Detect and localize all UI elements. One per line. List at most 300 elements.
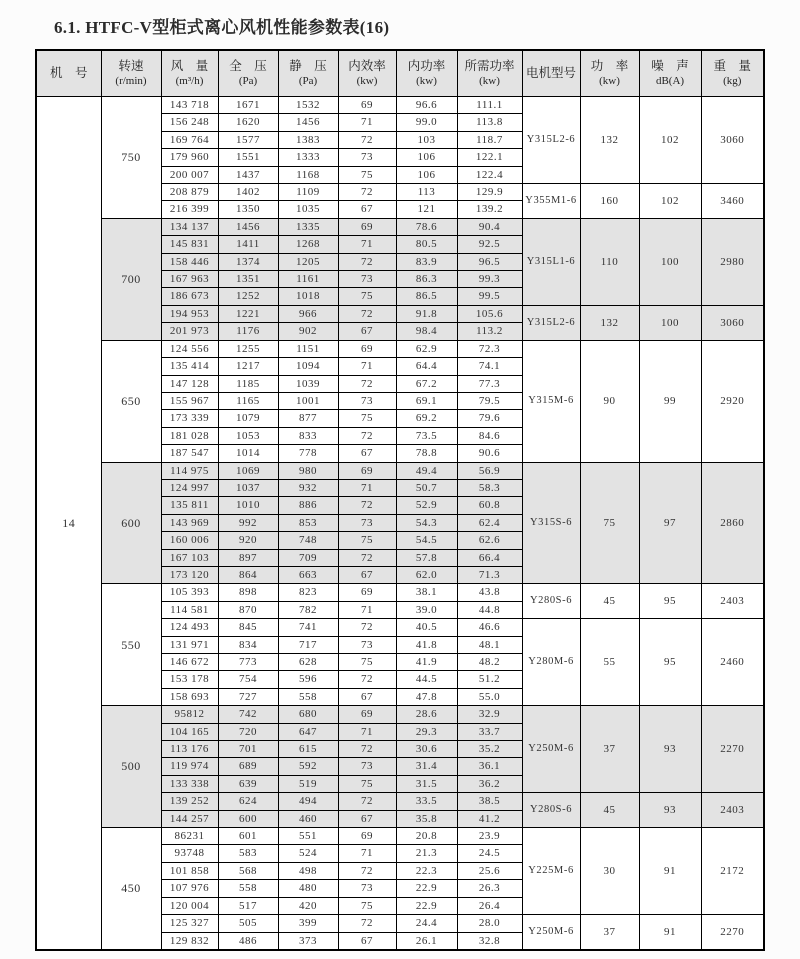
airflow-cell: 139 252 [161,793,218,810]
internal_power-cell: 86.5 [396,288,457,305]
column-header-unit: (Pa) [298,75,318,87]
internal_power-cell: 64.4 [396,358,457,375]
required_power-cell: 113.8 [457,114,522,131]
total_pressure-cell: 1374 [218,253,278,270]
total_pressure-cell: 1010 [218,497,278,514]
internal_efficiency-cell: 71 [338,236,396,253]
airflow-cell: 167 103 [161,549,218,566]
motor-model-cell: Y280S-6 [522,793,580,828]
internal_power-cell: 73.5 [396,427,457,444]
motor-power-cell: 110 [580,218,639,305]
speed-cell-700: 700 [101,218,161,340]
airflow-cell: 114 975 [161,462,218,479]
internal_efficiency-cell: 72 [338,131,396,148]
table-row [36,97,764,114]
motor-noise-cell: 91 [639,915,701,950]
airflow-cell: 201 973 [161,323,218,340]
required_power-cell: 105.6 [457,305,522,322]
internal_efficiency-cell: 72 [338,253,396,270]
required_power-cell: 62.4 [457,514,522,531]
airflow-cell: 153 178 [161,671,218,688]
speed-cell-650: 650 [101,340,161,462]
table-row [36,218,764,235]
column-header-11 [701,50,764,97]
column-header-4 [278,50,338,97]
internal_efficiency-cell: 69 [338,340,396,357]
static_pressure-cell: 748 [278,532,338,549]
motor-power-cell: 55 [580,619,639,706]
required_power-cell: 122.1 [457,149,522,166]
airflow-cell: 169 764 [161,131,218,148]
total_pressure-cell: 1252 [218,288,278,305]
motor-model-cell: Y315L2-6 [522,305,580,340]
static_pressure-cell: 1268 [278,236,338,253]
motor-power-cell: 30 [580,828,639,915]
internal_power-cell: 24.4 [396,915,457,932]
static_pressure-cell: 1333 [278,149,338,166]
internal_efficiency-cell: 71 [338,479,396,496]
internal_power-cell: 33.5 [396,793,457,810]
column-header-unit: (r/min) [115,75,147,87]
total_pressure-cell: 845 [218,619,278,636]
motor-weight-cell: 2403 [701,584,764,619]
static_pressure-cell: 1205 [278,253,338,270]
total_pressure-cell: 1079 [218,410,278,427]
internal_power-cell: 62.0 [396,566,457,583]
total_pressure-cell: 505 [218,915,278,932]
internal_efficiency-cell: 73 [338,392,396,409]
motor-noise-cell: 91 [639,828,701,915]
motor-noise-cell: 95 [639,619,701,706]
airflow-cell: 129 832 [161,932,218,950]
required_power-cell: 139.2 [457,201,522,218]
total_pressure-cell: 689 [218,758,278,775]
total_pressure-cell: 517 [218,897,278,914]
internal_power-cell: 22.9 [396,880,457,897]
static_pressure-cell: 741 [278,619,338,636]
motor-power-cell: 45 [580,584,639,619]
total_pressure-cell: 1185 [218,375,278,392]
motor-model-cell: Y315L1-6 [522,218,580,305]
internal_efficiency-cell: 73 [338,514,396,531]
table-header [36,50,764,97]
internal_power-cell: 78.8 [396,445,457,462]
static_pressure-cell: 498 [278,862,338,879]
internal_efficiency-cell: 71 [338,114,396,131]
airflow-cell: 124 493 [161,619,218,636]
static_pressure-cell: 1039 [278,375,338,392]
static_pressure-cell: 592 [278,758,338,775]
motor-noise-cell: 93 [639,793,701,828]
airflow-cell: 200 007 [161,166,218,183]
column-header-8 [522,50,580,97]
internal_power-cell: 38.1 [396,584,457,601]
required_power-cell: 44.8 [457,601,522,618]
total_pressure-cell: 1221 [218,305,278,322]
required_power-cell: 36.1 [457,758,522,775]
required_power-cell: 118.7 [457,131,522,148]
internal_power-cell: 35.8 [396,810,457,827]
total_pressure-cell: 1551 [218,149,278,166]
column-header-label: 内功率 [407,59,446,73]
required_power-cell: 90.4 [457,218,522,235]
column-header-10 [639,50,701,97]
static_pressure-cell: 902 [278,323,338,340]
required_power-cell: 48.1 [457,636,522,653]
total_pressure-cell: 1402 [218,184,278,201]
page-title: 6.1. HTFC-V型柜式离心风机性能参数表(16) [54,18,390,37]
required_power-cell: 25.6 [457,862,522,879]
static_pressure-cell: 1094 [278,358,338,375]
internal_power-cell: 47.8 [396,688,457,705]
required_power-cell: 72.3 [457,340,522,357]
internal_power-cell: 96.6 [396,97,457,114]
internal_power-cell: 22.3 [396,862,457,879]
motor-model-cell: Y280M-6 [522,619,580,706]
required_power-cell: 41.2 [457,810,522,827]
column-header-7 [457,50,522,97]
required_power-cell: 71.3 [457,566,522,583]
motor-weight-cell: 2920 [701,340,764,462]
airflow-cell: 107 976 [161,880,218,897]
column-header-9 [580,50,639,97]
internal_efficiency-cell: 69 [338,97,396,114]
internal_power-cell: 21.3 [396,845,457,862]
motor-weight-cell: 2460 [701,619,764,706]
required_power-cell: 33.7 [457,723,522,740]
internal_efficiency-cell: 71 [338,601,396,618]
required_power-cell: 92.5 [457,236,522,253]
airflow-cell: 125 327 [161,915,218,932]
airflow-cell: 120 004 [161,897,218,914]
internal_efficiency-cell: 72 [338,427,396,444]
column-header-unit: (kw) [356,75,378,87]
internal_efficiency-cell: 67 [338,445,396,462]
column-header-0 [36,50,101,97]
internal_efficiency-cell: 67 [338,810,396,827]
speed-cell-450: 450 [101,828,161,950]
total_pressure-cell: 1456 [218,218,278,235]
required_power-cell: 79.5 [457,392,522,409]
internal_power-cell: 31.5 [396,775,457,792]
airflow-cell: 173 339 [161,410,218,427]
total_pressure-cell: 1053 [218,427,278,444]
total_pressure-cell: 898 [218,584,278,601]
required_power-cell: 122.4 [457,166,522,183]
column-header-unit: dB(A) [655,75,685,87]
total_pressure-cell: 486 [218,932,278,950]
static_pressure-cell: 877 [278,410,338,427]
fan-performance-table [35,49,765,951]
internal_efficiency-cell: 72 [338,671,396,688]
airflow-cell: 135 414 [161,358,218,375]
required_power-cell: 32.9 [457,706,522,723]
internal_efficiency-cell: 72 [338,549,396,566]
airflow-cell: 135 811 [161,497,218,514]
airflow-cell: 167 963 [161,271,218,288]
static_pressure-cell: 1151 [278,340,338,357]
column-header-2 [161,50,218,97]
static_pressure-cell: 647 [278,723,338,740]
internal_efficiency-cell: 72 [338,305,396,322]
internal_efficiency-cell: 72 [338,375,396,392]
total_pressure-cell: 1014 [218,445,278,462]
internal_efficiency-cell: 75 [338,897,396,914]
internal_power-cell: 83.9 [396,253,457,270]
static_pressure-cell: 1456 [278,114,338,131]
column-header-label: 静 压 [289,59,327,73]
airflow-cell: 208 879 [161,184,218,201]
motor-power-cell: 37 [580,915,639,950]
internal_efficiency-cell: 69 [338,584,396,601]
total_pressure-cell: 583 [218,845,278,862]
static_pressure-cell: 1383 [278,131,338,148]
airflow-cell: 158 446 [161,253,218,270]
motor-noise-cell: 95 [639,584,701,619]
total_pressure-cell: 1255 [218,340,278,357]
total_pressure-cell: 558 [218,880,278,897]
total_pressure-cell: 701 [218,741,278,758]
internal_power-cell: 80.5 [396,236,457,253]
static_pressure-cell: 966 [278,305,338,322]
internal_power-cell: 52.9 [396,497,457,514]
internal_power-cell: 20.8 [396,828,457,845]
internal_power-cell: 54.3 [396,514,457,531]
static_pressure-cell: 833 [278,427,338,444]
internal_power-cell: 69.1 [396,392,457,409]
static_pressure-cell: 460 [278,810,338,827]
total_pressure-cell: 1411 [218,236,278,253]
motor-model-cell: Y315L2-6 [522,97,580,184]
internal_efficiency-cell: 72 [338,741,396,758]
static_pressure-cell: 480 [278,880,338,897]
required_power-cell: 60.8 [457,497,522,514]
column-header-label: 全 压 [229,59,267,73]
static_pressure-cell: 615 [278,741,338,758]
airflow-cell: 143 718 [161,97,218,114]
motor-weight-cell: 2270 [701,915,764,950]
static_pressure-cell: 823 [278,584,338,601]
column-header-label: 电机型号 [525,66,576,80]
airflow-cell: 147 128 [161,375,218,392]
total_pressure-cell: 920 [218,532,278,549]
required_power-cell: 55.0 [457,688,522,705]
total_pressure-cell: 1069 [218,462,278,479]
internal_power-cell: 54.5 [396,532,457,549]
motor-noise-cell: 100 [639,305,701,340]
required_power-cell: 43.8 [457,584,522,601]
table-row [36,340,764,357]
airflow-cell: 155 967 [161,392,218,409]
table-row [36,462,764,479]
total_pressure-cell: 1620 [218,114,278,131]
total_pressure-cell: 1037 [218,479,278,496]
internal_power-cell: 28.6 [396,706,457,723]
static_pressure-cell: 1168 [278,166,338,183]
internal_power-cell: 50.7 [396,479,457,496]
speed-cell-500: 500 [101,706,161,828]
motor-noise-cell: 100 [639,218,701,305]
airflow-cell: 101 858 [161,862,218,879]
table-row [36,706,764,723]
static_pressure-cell: 782 [278,601,338,618]
required_power-cell: 46.6 [457,619,522,636]
airflow-cell: 173 120 [161,566,218,583]
internal_efficiency-cell: 75 [338,288,396,305]
required_power-cell: 24.5 [457,845,522,862]
airflow-cell: 133 338 [161,775,218,792]
required_power-cell: 99.5 [457,288,522,305]
required_power-cell: 35.2 [457,741,522,758]
static_pressure-cell: 399 [278,915,338,932]
column-header-label: 重 量 [713,59,751,73]
motor-noise-cell: 93 [639,706,701,793]
motor-weight-cell: 2860 [701,462,764,584]
internal_efficiency-cell: 72 [338,619,396,636]
total_pressure-cell: 720 [218,723,278,740]
required_power-cell: 84.6 [457,427,522,444]
required_power-cell: 23.9 [457,828,522,845]
motor-noise-cell: 97 [639,462,701,584]
airflow-cell: 143 969 [161,514,218,531]
internal_power-cell: 41.8 [396,636,457,653]
column-header-label: 噪 声 [651,59,689,73]
static_pressure-cell: 717 [278,636,338,653]
motor-model-cell: Y315S-6 [522,462,580,584]
motor-power-cell: 132 [580,305,639,340]
static_pressure-cell: 680 [278,706,338,723]
static_pressure-cell: 1335 [278,218,338,235]
internal_efficiency-cell: 73 [338,636,396,653]
static_pressure-cell: 1161 [278,271,338,288]
internal_power-cell: 44.5 [396,671,457,688]
airflow-cell: 145 831 [161,236,218,253]
static_pressure-cell: 1018 [278,288,338,305]
motor-model-cell: Y315M-6 [522,340,580,462]
required_power-cell: 62.6 [457,532,522,549]
internal_power-cell: 30.6 [396,741,457,758]
airflow-cell: 86231 [161,828,218,845]
total_pressure-cell: 834 [218,636,278,653]
total_pressure-cell: 601 [218,828,278,845]
column-header-unit: (m³/h) [175,75,204,87]
total_pressure-cell: 639 [218,775,278,792]
static_pressure-cell: 1035 [278,201,338,218]
required_power-cell: 48.2 [457,654,522,671]
static_pressure-cell: 980 [278,462,338,479]
airflow-cell: 158 693 [161,688,218,705]
motor-weight-cell: 2403 [701,793,764,828]
column-header-5 [338,50,396,97]
static_pressure-cell: 1532 [278,97,338,114]
motor-power-cell: 45 [580,793,639,828]
motor-model-cell: Y225M-6 [522,828,580,915]
motor-model-cell: Y250M-6 [522,915,580,950]
airflow-cell: 134 137 [161,218,218,235]
internal_efficiency-cell: 73 [338,880,396,897]
column-header-label: 机 号 [49,66,88,80]
motor-noise-cell: 99 [639,340,701,462]
column-header-1 [101,50,161,97]
required_power-cell: 113.2 [457,323,522,340]
total_pressure-cell: 1176 [218,323,278,340]
internal_power-cell: 106 [396,149,457,166]
airflow-cell: 124 997 [161,479,218,496]
internal_power-cell: 69.2 [396,410,457,427]
motor-weight-cell: 3460 [701,184,764,219]
total_pressure-cell: 1577 [218,131,278,148]
internal_efficiency-cell: 75 [338,532,396,549]
required_power-cell: 74.1 [457,358,522,375]
airflow-cell: 93748 [161,845,218,862]
required_power-cell: 38.5 [457,793,522,810]
internal_efficiency-cell: 73 [338,758,396,775]
internal_efficiency-cell: 75 [338,166,396,183]
total_pressure-cell: 773 [218,654,278,671]
static_pressure-cell: 494 [278,793,338,810]
required_power-cell: 32.8 [457,932,522,950]
static_pressure-cell: 1109 [278,184,338,201]
airflow-cell: 124 556 [161,340,218,357]
table-row [36,584,764,601]
column-header-unit: (kg) [723,75,742,87]
required_power-cell: 129.9 [457,184,522,201]
total_pressure-cell: 1350 [218,201,278,218]
internal_efficiency-cell: 67 [338,201,396,218]
internal_efficiency-cell: 75 [338,654,396,671]
total_pressure-cell: 727 [218,688,278,705]
internal_power-cell: 78.6 [396,218,457,235]
airflow-cell: 160 006 [161,532,218,549]
internal_efficiency-cell: 72 [338,184,396,201]
airflow-cell: 131 971 [161,636,218,653]
required_power-cell: 66.4 [457,549,522,566]
total_pressure-cell: 1165 [218,392,278,409]
internal_efficiency-cell: 72 [338,915,396,932]
static_pressure-cell: 709 [278,549,338,566]
internal_power-cell: 49.4 [396,462,457,479]
internal_efficiency-cell: 71 [338,845,396,862]
required_power-cell: 90.6 [457,445,522,462]
motor-noise-cell: 102 [639,97,701,184]
motor-model-cell: Y355M1-6 [522,184,580,219]
total_pressure-cell: 992 [218,514,278,531]
internal_power-cell: 29.3 [396,723,457,740]
internal_power-cell: 113 [396,184,457,201]
airflow-cell: 187 547 [161,445,218,462]
motor-power-cell: 132 [580,97,639,184]
motor-weight-cell: 2172 [701,828,764,915]
total_pressure-cell: 1671 [218,97,278,114]
total_pressure-cell: 1217 [218,358,278,375]
total_pressure-cell: 1437 [218,166,278,183]
static_pressure-cell: 663 [278,566,338,583]
internal_efficiency-cell: 69 [338,218,396,235]
motor-power-cell: 75 [580,462,639,584]
column-header-6 [396,50,457,97]
table-body [36,97,764,950]
static_pressure-cell: 886 [278,497,338,514]
document-page [0,13,800,951]
total_pressure-cell: 754 [218,671,278,688]
required_power-cell: 79.6 [457,410,522,427]
speed-cell-750: 750 [101,97,161,219]
column-header-unit: (kw) [416,75,437,87]
total_pressure-cell: 568 [218,862,278,879]
internal_efficiency-cell: 72 [338,497,396,514]
static_pressure-cell: 373 [278,932,338,950]
total_pressure-cell: 600 [218,810,278,827]
